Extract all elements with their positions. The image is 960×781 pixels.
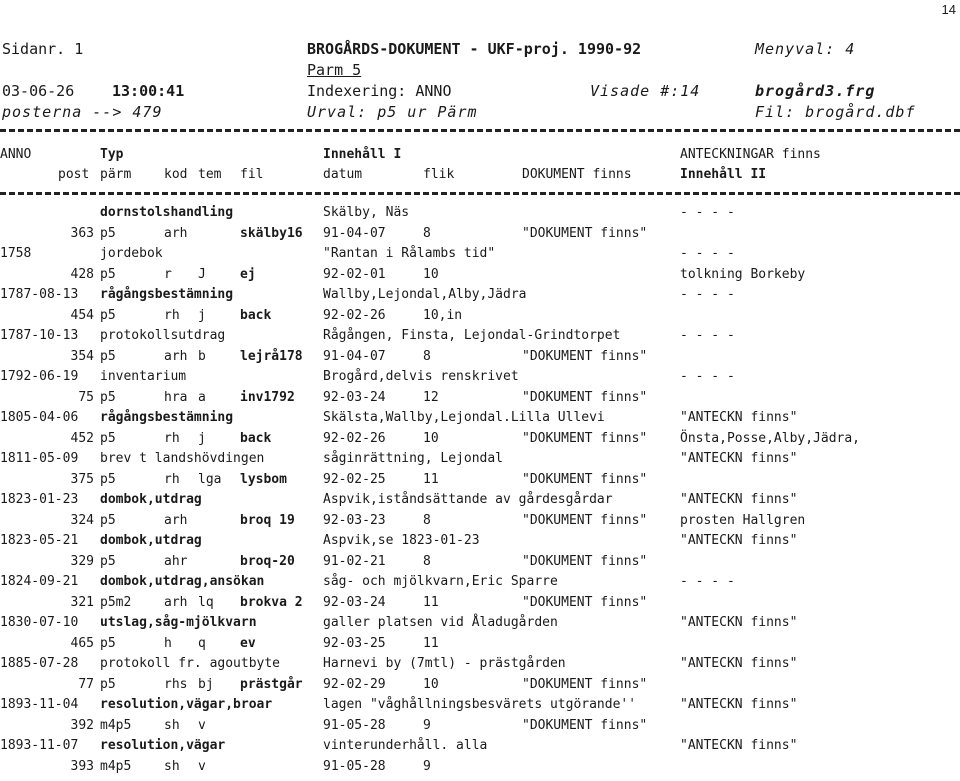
record-kod: arh [164, 513, 188, 528]
table-row [0, 738, 960, 779]
record-typ: protokoll fr. agoutbyte [100, 656, 281, 671]
record-anno: 1823-05-21 [0, 533, 79, 548]
menu-choice: Menyval: 4 [755, 40, 856, 58]
record-post: 375 [70, 472, 94, 487]
header-divider [0, 129, 960, 132]
record-datum: 91-05-28 [323, 718, 386, 733]
record-anteckningar: "ANTECKN finns" [680, 492, 798, 507]
record-datum: 92-03-24 [323, 595, 386, 610]
record-innehall: Aspvik,se 1823-01-23 [323, 533, 480, 548]
record-post: 428 [70, 267, 94, 282]
record-kod: r [164, 267, 172, 282]
database-file: Fil: brogård.dbf [755, 103, 916, 121]
record-post: 393 [70, 759, 94, 774]
record-anno: 1885-07-28 [0, 656, 79, 671]
record-line-2 [0, 759, 960, 779]
record-datum: 92-02-25 [323, 472, 386, 487]
record-parm: p5 [100, 267, 116, 282]
record-anno: 1811-05-09 [0, 451, 79, 466]
table-row [0, 205, 960, 246]
record-anteckningar: - - - - [680, 574, 735, 589]
record-anteckningar: - - - - [680, 369, 735, 384]
record-flik: 8 [423, 349, 431, 364]
table-row [0, 328, 960, 369]
record-line-1 [0, 533, 960, 553]
record-innehall: Harnevi by (7mtl) - prästgården [323, 656, 566, 671]
record-dokument: "DOKUMENT finns" [522, 554, 648, 569]
record-line-2 [0, 595, 960, 615]
record-post: 324 [70, 513, 94, 528]
header-line-4 [0, 103, 960, 125]
record-line-1 [0, 287, 960, 307]
record-line-2 [0, 677, 960, 697]
record-parm: p5 [100, 431, 116, 446]
col-flik: flik [423, 167, 455, 182]
record-innehall-2: tolkning Borkeby [680, 267, 806, 282]
record-datum: 91-04-07 [323, 226, 386, 241]
record-line-1 [0, 328, 960, 348]
record-innehall-2: Önsta,Posse,Alby,Jädra, [680, 431, 861, 446]
header-line-3 [0, 82, 960, 104]
record-datum: 91-04-07 [323, 349, 386, 364]
record-line-1 [0, 492, 960, 512]
table-row [0, 656, 960, 697]
record-dokument: "DOKUMENT finns" [522, 431, 648, 446]
col-datum: datum [323, 167, 363, 182]
record-line-1 [0, 205, 960, 225]
col-fil: fil [240, 167, 264, 182]
record-datum: 92-03-23 [323, 513, 386, 528]
record-anteckningar: "ANTECKN finns" [680, 656, 798, 671]
record-flik: 8 [423, 513, 431, 528]
record-parm: p5 [100, 390, 116, 405]
record-kod: rhs [164, 677, 188, 692]
record-tem: a [198, 390, 206, 405]
header-line-1 [0, 40, 960, 62]
record-parm: p5 [100, 472, 116, 487]
record-innehall-2: prosten Hallgren [680, 513, 806, 528]
table-row [0, 369, 960, 410]
record-kod: h [164, 636, 172, 651]
record-datum: 91-02-21 [323, 554, 386, 569]
table-row [0, 451, 960, 492]
binder-subtitle: Parm 5 [307, 61, 362, 79]
record-post: 454 [70, 308, 94, 323]
record-post: 465 [70, 636, 94, 651]
record-fil: back [240, 308, 272, 323]
record-line-1 [0, 615, 960, 635]
page-counter: Sidanr. 1 [2, 40, 84, 58]
record-innehall: "Rantan i Rålambs tid" [323, 246, 496, 261]
record-dokument: "DOKUMENT finns" [522, 595, 648, 610]
record-parm: p5 [100, 554, 116, 569]
record-datum: 92-02-26 [323, 308, 386, 323]
record-post: 452 [70, 431, 94, 446]
record-parm: p5 [100, 513, 116, 528]
record-line-2 [0, 267, 960, 287]
record-post: 75 [78, 390, 94, 405]
col-anno: ANNO [0, 147, 32, 162]
report-title: BROGÅRDS-DOKUMENT - UKF-proj. 1990-92 [307, 40, 642, 58]
record-line-2 [0, 390, 960, 410]
record-innehall: såginrättning, Lejondal [323, 451, 504, 466]
record-count: posterna --> 479 [2, 103, 163, 121]
record-innehall: Aspvik,iståndsättande av gårdesgårdar [323, 492, 613, 507]
col-tem: tem [198, 167, 222, 182]
record-datum: 92-03-24 [323, 390, 386, 405]
record-dokument: "DOKUMENT finns" [522, 513, 648, 528]
record-kod: ahr [164, 554, 188, 569]
record-parm: m4p5 [100, 759, 132, 774]
record-typ: protokollsutdrag [100, 328, 226, 343]
record-post: 392 [70, 718, 94, 733]
record-kod: arh [164, 349, 188, 364]
record-tem: q [198, 636, 206, 651]
record-fil: broq-20 [240, 554, 295, 569]
record-typ: dombok,utdrag [100, 492, 202, 507]
record-anteckningar: "ANTECKN finns" [680, 533, 798, 548]
index-field: Indexering: ANNO [307, 82, 452, 100]
record-dokument: "DOKUMENT finns" [522, 226, 648, 241]
record-typ: dornstolshandling [100, 205, 234, 220]
record-typ: inventarium [100, 369, 187, 384]
record-flik: 9 [423, 718, 431, 733]
column-header-row-1 [0, 147, 960, 165]
record-innehall: Skälby, Näs [323, 205, 410, 220]
record-innehall: såg- och mjölkvarn,Eric Sparre [323, 574, 558, 589]
record-tem: J [198, 267, 206, 282]
record-datum: 92-02-29 [323, 677, 386, 692]
record-parm: m4p5 [100, 718, 132, 733]
record-line-1 [0, 451, 960, 471]
record-anteckningar: - - - - [680, 328, 735, 343]
record-typ: dombok,utdrag [100, 533, 202, 548]
record-kod: arh [164, 226, 188, 241]
record-parm: p5 [100, 677, 116, 692]
col-anteckningar: ANTECKNINGAR finns [680, 147, 821, 162]
record-typ: rågångsbestämning [100, 410, 234, 425]
col-post: post [58, 167, 90, 182]
record-flik: 11 [423, 636, 439, 651]
record-innehall: Brogård,delvis renskrivet [323, 369, 519, 384]
record-fil: brokva 2 [240, 595, 303, 610]
table-row [0, 574, 960, 615]
record-flik: 9 [423, 759, 431, 774]
record-tem: b [198, 349, 206, 364]
record-line-2 [0, 718, 960, 738]
record-tem: v [198, 759, 206, 774]
record-flik: 11 [423, 595, 439, 610]
record-tem: j [198, 431, 206, 446]
record-kod: rh [164, 308, 180, 323]
col-parm: pärm [100, 167, 132, 182]
record-typ: resolution,vägar [100, 738, 226, 753]
record-flik: 11 [423, 472, 439, 487]
record-line-1 [0, 246, 960, 266]
record-fil: skälby16 [240, 226, 303, 241]
record-line-2 [0, 513, 960, 533]
format-file: brogård3.frg [755, 82, 876, 100]
record-anno: 1830-07-10 [0, 615, 79, 630]
record-typ: utslag,såg-mjölkvarn [100, 615, 257, 630]
record-flik: 10 [423, 677, 439, 692]
record-datum: 92-02-26 [323, 431, 386, 446]
record-line-1 [0, 369, 960, 389]
record-kod: rh [164, 472, 180, 487]
record-anno: 1805-04-06 [0, 410, 79, 425]
record-anno: 1787-10-13 [0, 328, 79, 343]
record-innehall: lagen "våghållningsbesvärets utgörande'' [323, 697, 637, 712]
table-row [0, 533, 960, 574]
header-line-2 [0, 61, 960, 83]
record-anteckningar: "ANTECKN finns" [680, 615, 798, 630]
record-kod: hra [164, 390, 188, 405]
record-line-1 [0, 656, 960, 676]
record-anno: 1893-11-07 [0, 738, 79, 753]
record-innehall: Rågången, Finsta, Lejondal-Grindtorpet [323, 328, 621, 343]
record-innehall: vinterunderhåll. alla [323, 738, 488, 753]
print-time: 13:00:41 [112, 82, 185, 100]
record-anteckningar: "ANTECKN finns" [680, 738, 798, 753]
record-line-2 [0, 472, 960, 492]
record-line-2 [0, 636, 960, 656]
record-post: 354 [70, 349, 94, 364]
record-datum: 92-03-25 [323, 636, 386, 651]
record-typ: dombok,utdrag,ansökan [100, 574, 265, 589]
print-date: 03-06-26 [2, 82, 75, 100]
record-line-2 [0, 431, 960, 451]
record-post: 363 [70, 226, 94, 241]
record-typ: rågångsbestämning [100, 287, 234, 302]
col-dokument: DOKUMENT finns [522, 167, 632, 182]
record-kod: sh [164, 718, 180, 733]
record-fil: ev [240, 636, 256, 651]
table-row [0, 615, 960, 656]
record-anno: 1824-09-21 [0, 574, 79, 589]
table-row [0, 697, 960, 738]
page-number: 14 [941, 2, 956, 17]
record-fil: lejrå178 [240, 349, 303, 364]
record-parm: p5m2 [100, 595, 132, 610]
record-anteckningar: "ANTECKN finns" [680, 697, 798, 712]
record-kod: rh [164, 431, 180, 446]
record-parm: p5 [100, 636, 116, 651]
record-post: 77 [78, 677, 94, 692]
record-list [0, 205, 960, 779]
record-flik: 10 [423, 431, 439, 446]
record-anteckningar: "ANTECKN finns" [680, 410, 798, 425]
record-dokument: "DOKUMENT finns" [522, 349, 648, 364]
record-fil: back [240, 431, 272, 446]
col-innehall-2: Innehåll II [680, 167, 767, 182]
col-kod: kod [164, 167, 188, 182]
table-row [0, 287, 960, 328]
record-anteckningar: "ANTECKN finns" [680, 451, 798, 466]
table-row [0, 410, 960, 451]
record-fil: inv1792 [240, 390, 295, 405]
record-line-2 [0, 554, 960, 574]
record-flik: 8 [423, 554, 431, 569]
record-line-2 [0, 308, 960, 328]
record-flik: 10 [423, 267, 439, 282]
record-tem: lq [198, 595, 214, 610]
table-row [0, 492, 960, 533]
record-anno: 1792-06-19 [0, 369, 79, 384]
record-dokument: "DOKUMENT finns" [522, 718, 648, 733]
record-parm: p5 [100, 226, 116, 241]
record-parm: p5 [100, 308, 116, 323]
record-flik: 10,in [423, 308, 463, 323]
record-fil: ej [240, 267, 256, 282]
shown-count: Visade #:14 [590, 82, 701, 100]
record-tem: v [198, 718, 206, 733]
selection-filter: Urval: p5 ur Pärm [307, 103, 478, 121]
record-tem: bj [198, 677, 214, 692]
record-fil: broq 19 [240, 513, 295, 528]
record-line-1 [0, 697, 960, 717]
record-dokument: "DOKUMENT finns" [522, 390, 648, 405]
col-innehall-1: Innehåll I [323, 147, 402, 162]
record-typ: brev t landshövdingen [100, 451, 265, 466]
column-divider [0, 192, 960, 195]
record-anno: 1823-01-23 [0, 492, 79, 507]
record-dokument: "DOKUMENT finns" [522, 677, 648, 692]
record-anno: 1758 [0, 246, 32, 261]
record-flik: 8 [423, 226, 431, 241]
record-anno: 1787-08-13 [0, 287, 79, 302]
record-fil: prästgår [240, 677, 303, 692]
record-line-2 [0, 226, 960, 246]
record-line-2 [0, 349, 960, 369]
record-line-1 [0, 738, 960, 758]
record-typ: resolution,vägar,broar [100, 697, 273, 712]
column-header-row-2 [0, 167, 960, 185]
record-anteckningar: - - - - [680, 287, 735, 302]
record-innehall: Skälsta,Wallby,Lejondal.Lilla Ullevi [323, 410, 605, 425]
record-anteckningar: - - - - [680, 205, 735, 220]
table-row [0, 246, 960, 287]
record-post: 321 [70, 595, 94, 610]
record-anteckningar: - - - - [680, 246, 735, 261]
record-datum: 92-02-01 [323, 267, 386, 282]
record-anno: 1893-11-04 [0, 697, 79, 712]
record-datum: 91-05-28 [323, 759, 386, 774]
record-innehall: galler platsen vid Åladugården [323, 615, 558, 630]
record-fil: lysbom [240, 472, 287, 487]
record-dokument: "DOKUMENT finns" [522, 472, 648, 487]
col-typ: Typ [100, 147, 124, 162]
record-kod: sh [164, 759, 180, 774]
record-tem: j [198, 308, 206, 323]
record-post: 329 [70, 554, 94, 569]
record-typ: jordebok [100, 246, 163, 261]
record-tem: lga [198, 472, 222, 487]
record-line-1 [0, 574, 960, 594]
record-innehall: Wallby,Lejondal,Alby,Jädra [323, 287, 527, 302]
record-line-1 [0, 410, 960, 430]
record-kod: arh [164, 595, 188, 610]
record-flik: 12 [423, 390, 439, 405]
record-parm: p5 [100, 349, 116, 364]
